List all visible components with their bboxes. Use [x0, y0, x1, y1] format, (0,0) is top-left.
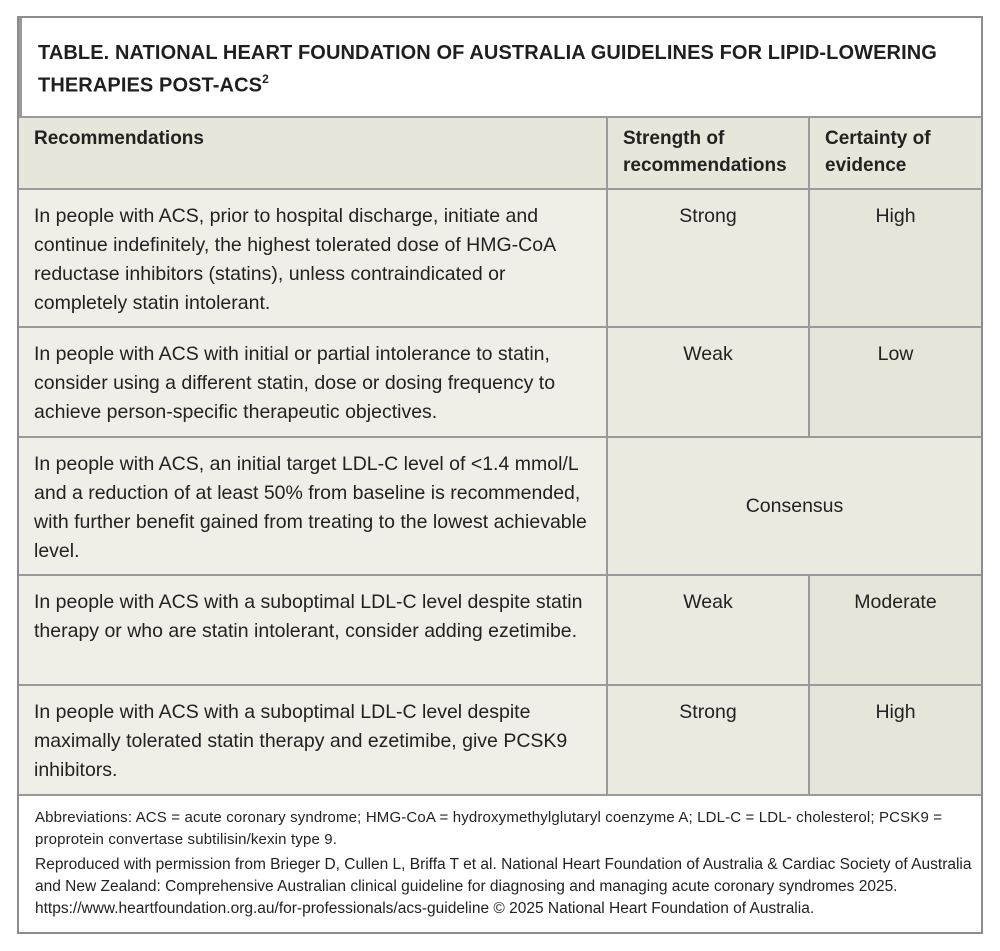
- guidelines-table: [19, 116, 981, 796]
- consensus-cell: Consensus: [607, 437, 981, 575]
- strength-cell: Strong: [607, 189, 809, 327]
- recommendation-cell: In people with ACS, an initial target LDL-C level of <1.4 mmol/L and a reduction of at least 50% from baseline is recommended, with further benefit gained from treating to the lowest achievable level.: [19, 437, 607, 575]
- table-row: [19, 189, 981, 327]
- source-note: Reproduced with permission from Brieger D, Cullen L, Briffa T et al. National Heart Foundation of Australia & Cardiac Society of Australia and New Zealand: Comprehensive Australian clinical guideline for diagnosing and managing acute coronary syndromes 2025. https://www.heartfoundation.org.au/for-professionals/acs-guideline © 2025 National Heart Foundation of Australia.: [35, 856, 972, 917]
- table-row: [19, 575, 981, 685]
- certainty-cell: High: [809, 189, 981, 327]
- table-frame: [17, 16, 983, 934]
- certainty-cell: Moderate: [809, 575, 981, 685]
- certainty-cell: High: [809, 685, 981, 795]
- table-title-label: TABLE.: [38, 42, 110, 64]
- table-title: [19, 18, 981, 116]
- table-title-superscript: 2: [262, 72, 269, 86]
- table-row: [19, 685, 981, 795]
- strength-cell: Weak: [607, 575, 809, 685]
- recommendation-cell: In people with ACS with a suboptimal LDL-C level despite maximally tolerated statin therapy and ezetimibe, give PCSK9 inhibitors.: [19, 685, 607, 795]
- abbreviations-note: Abbreviations: ACS = acute coronary syndrome; HMG-CoA = hydroxymethylglutaryl coenzyme A; LDL-C = LDL- cholesterol; PCSK9 = proprotein convertase subtilisin/kexin type 9.: [35, 809, 943, 848]
- recommendation-cell: In people with ACS with a suboptimal LDL-C level despite statin therapy or who are statin intolerant, consider adding ezetimibe.: [19, 575, 607, 685]
- header-strength: Strength of recommendations: [607, 117, 809, 189]
- header-certainty: Certainty of evidence: [809, 117, 981, 189]
- table-row: [19, 437, 981, 575]
- table-footnotes: [35, 807, 975, 923]
- table-row: [19, 327, 981, 437]
- strength-cell: Strong: [607, 685, 809, 795]
- table-header-row: [19, 117, 981, 189]
- certainty-cell: Low: [809, 327, 981, 437]
- table-title-text: NATIONAL HEART FOUNDATION OF AUSTRALIA GUIDELINES FOR LIPID-LOWERING THERAPIES POST-ACS: [38, 42, 937, 97]
- header-recommendations: Recommendations: [19, 117, 607, 189]
- strength-cell: Weak: [607, 327, 809, 437]
- recommendation-cell: In people with ACS with initial or partial intolerance to statin, consider using a different statin, dose or dosing frequency to achieve person-specific therapeutic objectives.: [19, 327, 607, 437]
- recommendation-cell: In people with ACS, prior to hospital discharge, initiate and continue indefinitely, the highest tolerated dose of HMG-CoA reductase inhibitors (statins), unless contraindicated or completely statin intolerant.: [19, 189, 607, 327]
